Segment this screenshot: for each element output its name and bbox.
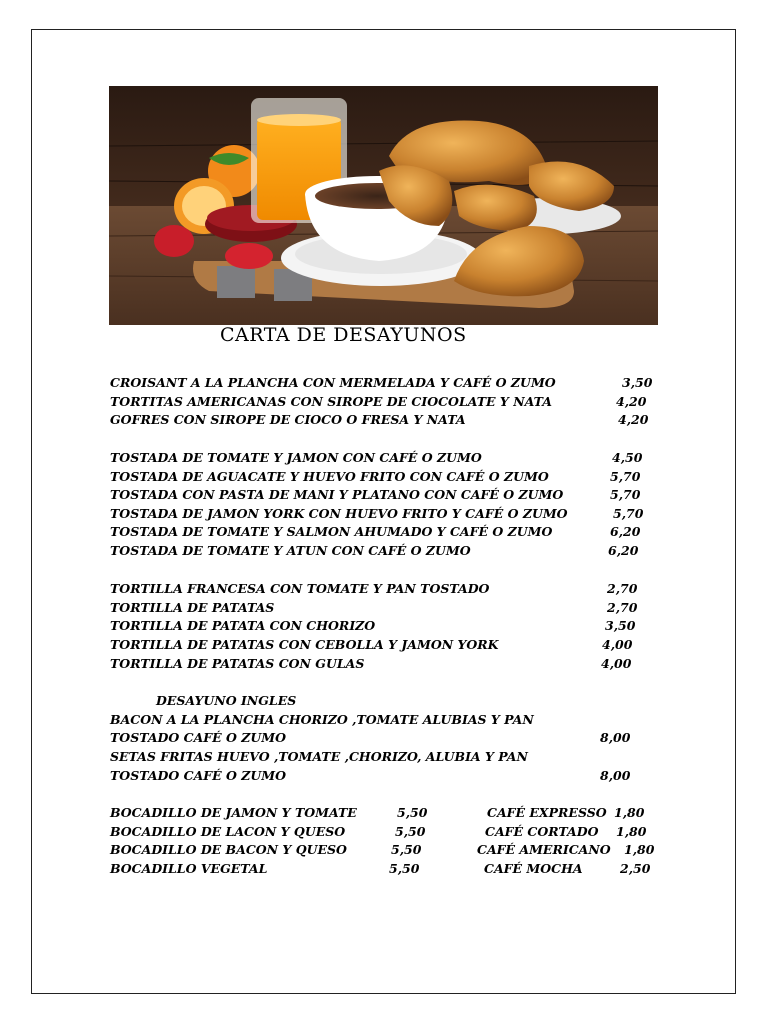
menu-item-price: 4,50	[612, 450, 643, 465]
section-heading: DESAYUNO INGLES	[156, 693, 297, 708]
menu-item-name: GOFRES CON SIROPE DE CIOCO O FRESA Y NATA	[110, 412, 466, 427]
menu-item-price: 1,80	[614, 805, 645, 820]
menu-item-name: BOCADILLO DE BACON Y QUESO	[110, 842, 347, 857]
menu-item-price: 6,20	[610, 524, 641, 539]
menu-item-name: CAFÉ CORTADO	[485, 824, 599, 839]
menu-item-price: 4,00	[602, 637, 633, 652]
menu-item-name: BOCADILLO DE LACON Y QUESO	[110, 824, 346, 839]
menu-item-name: SETAS FRITAS HUEVO ,TOMATE ,CHORIZO, ALUBIA Y PAN	[110, 749, 528, 764]
menu-item-price: 5,50	[391, 842, 422, 857]
menu-item-name: TOSTADO CAFÉ O ZUMO	[110, 730, 287, 745]
menu-item-price: 2,70	[607, 600, 638, 615]
menu-item-price: 5,50	[397, 805, 428, 820]
menu-item-name: TORTITAS AMERICANAS CON SIROPE DE CIOCOLATE Y NATA	[110, 394, 552, 409]
menu-item-price: 5,50	[389, 861, 420, 876]
menu-item-name: CROISANT A LA PLANCHA CON MERMELADA Y CAFÉ O ZUMO	[110, 375, 556, 390]
menu-item-name: TORTILLA FRANCESA CON TOMATE Y PAN TOSTADO	[110, 581, 490, 596]
menu-item-price: 4,20	[616, 394, 647, 409]
menu-item-price: 6,20	[608, 543, 639, 558]
menu-item-price: 2,50	[620, 861, 651, 876]
menu-item-price: 5,70	[610, 487, 641, 502]
menu-item-name: TORTILLA DE PATATAS	[110, 600, 275, 615]
menu-item-price: 1,80	[624, 842, 655, 857]
menu-item-name: TOSTADA DE TOMATE Y JAMON CON CAFÉ O ZUMO	[110, 450, 482, 465]
menu-item-name: TOSTADA DE JAMON YORK CON HUEVO FRITO Y CAFÉ O ZUMO	[110, 506, 568, 521]
menu-item-price: 8,00	[600, 730, 631, 745]
menu-item-price: 5,70	[610, 469, 641, 484]
menu-item-name: BACON A LA PLANCHA CHORIZO ,TOMATE ALUBIAS Y PAN	[110, 712, 534, 727]
menu-item-price: 5,50	[395, 824, 426, 839]
menu-item-name: TOSTADA DE AGUACATE Y HUEVO FRITO CON CAFÉ O ZUMO	[110, 469, 549, 484]
menu-item-price: 8,00	[600, 768, 631, 783]
menu-item-name: BOCADILLO VEGETAL	[110, 861, 268, 876]
menu-item-price: 4,20	[618, 412, 649, 427]
menu-item-name: TOSTADA DE TOMATE Y SALMON AHUMADO Y CAFÉ O ZUMO	[110, 524, 553, 539]
breakfast-photo	[109, 86, 658, 325]
menu-item-name: CAFÉ MOCHA	[484, 861, 583, 876]
menu-item-name: TORTILLA DE PATATAS CON GULAS	[110, 656, 365, 671]
menu-item-price: 3,50	[622, 375, 653, 390]
menu-item-name: CAFÉ AMERICANO	[477, 842, 611, 857]
menu-title: CARTA DE DESAYUNOS	[220, 324, 467, 346]
menu-item-name: TORTILLA DE PATATA CON CHORIZO	[110, 618, 376, 633]
menu-item-name: TOSTADO CAFÉ O ZUMO	[110, 768, 287, 783]
menu-item-name: BOCADILLO DE JAMON Y TOMATE	[110, 805, 357, 820]
menu-item-price: 3,50	[605, 618, 636, 633]
menu-item-name: TOSTADA DE TOMATE Y ATUN CON CAFÉ O ZUMO	[110, 543, 471, 558]
menu-item-price: 5,70	[613, 506, 644, 521]
menu-item-name: TOSTADA CON PASTA DE MANI Y PLATANO CON CAFÉ O ZUMO	[110, 487, 564, 502]
menu-item-price: 2,70	[607, 581, 638, 596]
menu-item-name: TORTILLA DE PATATAS CON CEBOLLA Y JAMON YORK	[110, 637, 499, 652]
menu-item-name: CAFÉ EXPRESSO	[487, 805, 607, 820]
menu-item-price: 1,80	[616, 824, 647, 839]
menu-item-price: 4,00	[601, 656, 632, 671]
